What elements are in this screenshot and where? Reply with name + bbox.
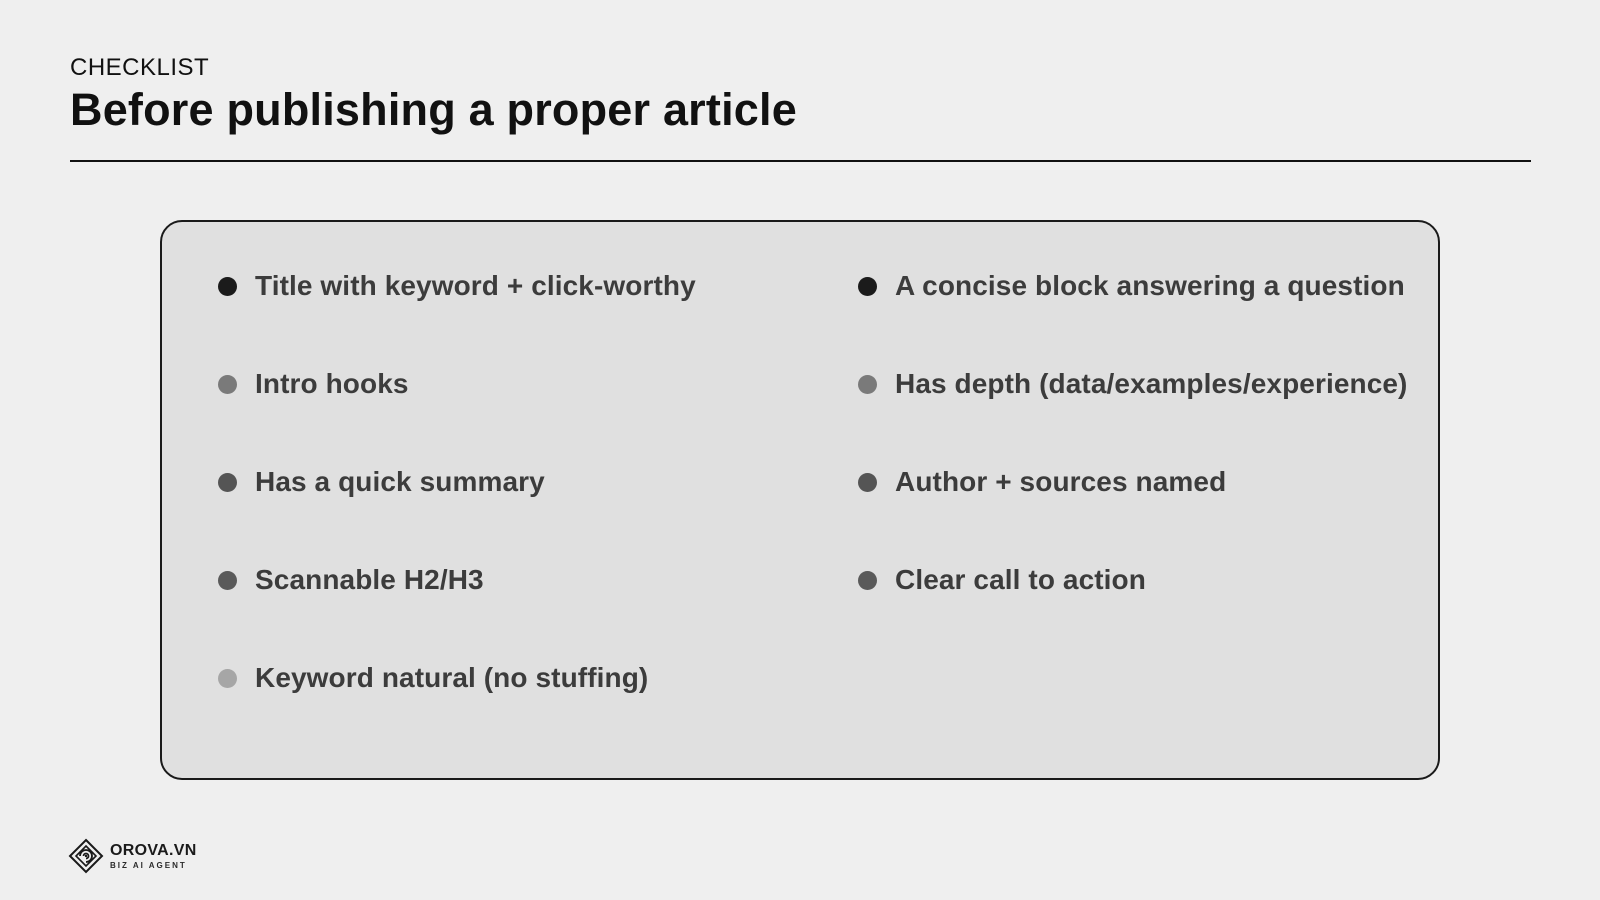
bullet-dot-icon (218, 571, 237, 590)
checklist-item-label: Title with keyword + click-worthy (255, 270, 696, 301)
orova-logo-icon (68, 838, 104, 874)
checklist-item-scannable-headings (218, 564, 484, 596)
checklist-item-author-sources (858, 466, 1226, 498)
checklist-item-label: Author + sources named (895, 466, 1227, 497)
bullet-dot-icon (858, 277, 877, 296)
title-divider (70, 160, 1531, 162)
brand-logo (68, 838, 197, 874)
bullet-dot-icon (218, 473, 237, 492)
checklist-item-concise-answer (858, 270, 1405, 302)
bullet-dot-icon (218, 669, 237, 688)
checklist-item-call-to-action (858, 564, 1146, 596)
checklist-item-quick-summary (218, 466, 545, 498)
checklist-item-title-keyword (218, 270, 696, 302)
bullet-dot-icon (218, 375, 237, 394)
bullet-dot-icon (218, 277, 237, 296)
checklist-item-label: Has a quick summary (255, 466, 545, 497)
checklist-card (160, 220, 1440, 780)
bullet-dot-icon (858, 571, 877, 590)
checklist-item-label: Clear call to action (895, 564, 1146, 595)
page-title: Before publishing a proper article (70, 84, 797, 135)
checklist-item-label: A concise block answering a question (895, 270, 1405, 301)
checklist-item-label: Scannable H2/H3 (255, 564, 484, 595)
checklist-item-keyword-natural (218, 662, 648, 694)
brand-name: OROVA.VN (110, 841, 197, 859)
checklist-item-has-depth (858, 368, 1407, 400)
checklist-item-intro-hooks (218, 368, 409, 400)
bullet-dot-icon (858, 473, 877, 492)
checklist-item-label: Intro hooks (255, 368, 409, 399)
eyebrow-label: CHECKLIST (70, 54, 210, 81)
checklist-item-label: Has depth (data/examples/experience) (895, 368, 1408, 399)
checklist-item-label: Keyword natural (no stuffing) (255, 662, 649, 693)
brand-tagline: BIZ AI AGENT (110, 860, 187, 870)
bullet-dot-icon (858, 375, 877, 394)
